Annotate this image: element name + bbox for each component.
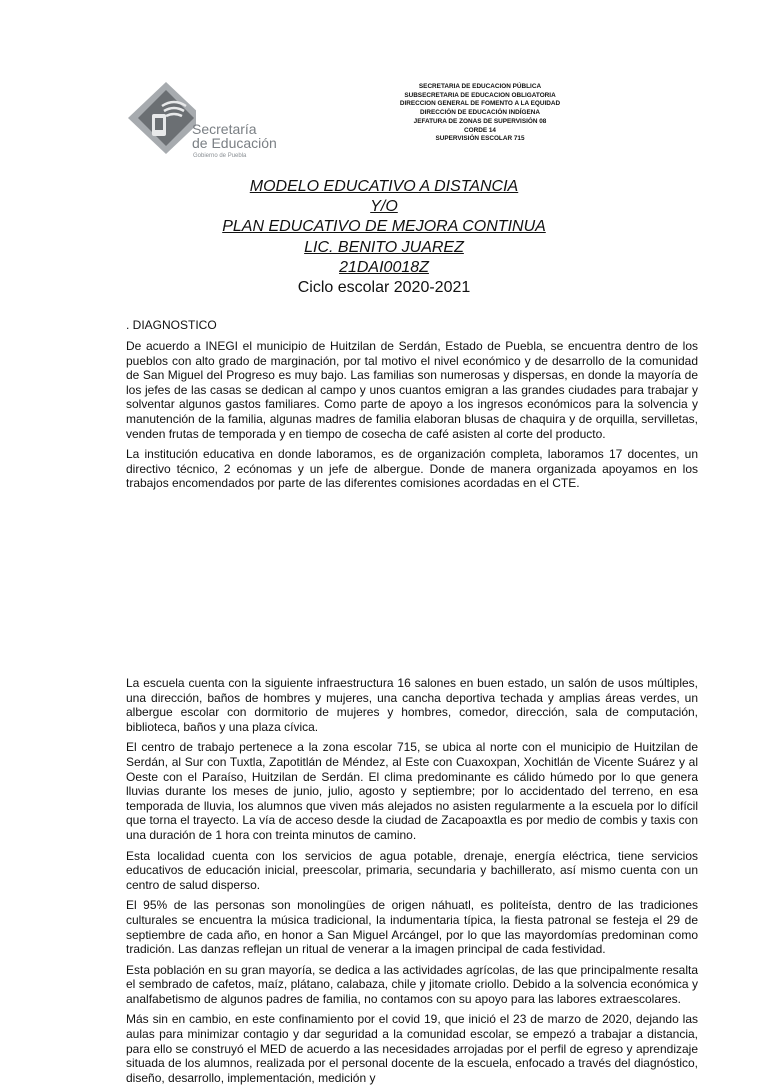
paragraph: Esta población en su gran mayoría, se dedica a las actividades agrícolas, de las que principalmente resalta el sembrado de cafetos, maíz, plátano, calabaza, chile y jitomate criollo. Debido a la solvencia económica y analfabetismo de algunos padres de familia, no contamos con su apoyo para las labores extraescolares. [126,962,698,1006]
header-line: DIRECCION GENERAL DE FOMENTO A LA EQUIDAD [399,100,561,108]
title-line-2: Y/O [370,198,398,216]
logo-line-2: de Educación [192,135,277,151]
institution-header [360,83,600,144]
paragraph: La escuela cuenta con la siguiente infraestructura 16 salones en buen estado, un salón de usos múltiples, una dirección, baños de hombres y mujeres, una cancha deportiva techada y amplias áreas verdes, un albergue escolar con dormitorio de mujeres y hombres, comedor, dirección, sala de computación, biblioteca, baños y una plaza cívica. [126,676,698,734]
header-line: JEFATURA DE ZONAS DE SUPERVISIÓN 08 [413,117,547,125]
school-name: LIC. BENITO JUAREZ [304,238,464,256]
paragraph: El 95% de las personas son monolingües de origen náhuatl, es politeísta, dentro de las tradiciones culturales se encuentra la música tradicional, la indumentaria típica, la fiesta patronal se festeja el 29 de septiembre de cada año, en honor a San Miguel Arcángel, por lo que las mayordomías predominan como tradición. Las danzas reflejan un ritual de venerar a la imagen principal de cada festividad. [126,898,698,957]
header-line: SECRETARIA DE EDUCACION PÚBLICA [418,83,542,90]
header-line: SUBSECRETARIA DE EDUCACION OBLIGATORIA [404,91,556,99]
header-line: SUPERVISIÓN ESCOLAR 715 [435,135,525,143]
school-year: Ciclo escolar 2020-2021 [297,279,471,297]
emblem-icon [126,80,196,160]
header-line: CORDE 14 [464,126,496,134]
paragraph: El centro de trabajo pertenece a la zona escolar 715, se ubica al norte con el municipio de Huitzilan de Serdán, al Sur con Tuxtla, Zapotitlán de Méndez, al Este con Cuaxoxpan, Xochitlán de Vicente Suárez y al Oeste con el Paraíso, Huitzilan de Serdán. El clima predominante es cálido húmedo por lo que genera lluvias durante los meses de junio, julio, agosto y septiembre; por lo accidentado del terreno, en esa temporada de lluvia, los alumnos que viven más alejados no asisten regularmente a la escuela por lo difícil que torna el trayecto. La vía de acceso desde la ciudad de Zacapoaxtla es por medio de combis y taxis con una duración de 1 hora con treinta minutos de camino. [126,740,698,842]
section-heading: . DIAGNOSTICO [126,318,217,332]
title-line-1: MODELO EDUCATIVO A DISTANCIA [249,178,519,195]
paragraph: De acuerdo a INEGI el municipio de Huitzilan de Serdán, Estado de Puebla, se encuentra dentro de los pueblos con alto grado de marginación, por tal motivo el nivel económico y de desarrollo de la comunidad de San Miguel del Progreso es muy bajo. Las familias son numerosas y dispersas, en donde la mayoría de los jefes de las casas se dedican al campo y unos cuantos emigran a las grandes ciudades para trabajar y solventar algunos gastos familiares. Como parte de apoyo a los ingresos económicos para la solvencia y manutención de la familia, algunas madres de familia elaboran blusas de chaquira y de orquilla, servilletas, venden frutas de temporada y en tiempo de cosecha de café asisten al corte del producto. [126,339,698,441]
logo-wordmark [192,122,277,150]
logo-line-1: Secretaría [192,121,257,137]
diagnostico-top-text [126,339,698,497]
header-line: DIRECCIÓN DE EDUCACIÓN INDÍGENA [419,109,540,117]
title-line-3: PLAN EDUCATIVO DE MEJORA CONTINUA [222,218,546,236]
logo-subline: Gobierno de Puebla [193,153,247,159]
secretaria-logo [126,80,276,160]
document-title [0,177,768,298]
paragraph: La institución educativa en donde laboramos, es de organización completa, laboramos 17 docentes, un directivo técnico, 2 ecónomas y un jefe de albergue. Donde de manera organizada apoyamos en los trabajos encomendados por parte de las diferentes comisiones acordadas en el CTE. [126,447,698,491]
diagnostico-bottom-text [126,676,698,1091]
school-code: 21DAI0018Z [339,258,429,276]
paragraph: Esta localidad cuenta con los servicios de agua potable, drenaje, energía eléctrica, tiene servicios educativos de educación inicial, preescolar, primaria, secundaria y bachillerato, así mismo cuenta con un centro de salud disperso. [126,848,698,892]
paragraph: Más sin en cambio, en este confinamiento por el covid 19, que inició el 23 de marzo de 2020, dejando las aulas para minimizar contagio y dar seguridad a la comunidad escolar, se empezó a trabajar a distancia, para ello se construyó el MED de acuerdo a las necesidades arrojadas por el perfil de egreso y aprendizaje situada de los alumnos, realizada por el personal docente de la escuela, enfocado a través del diagnóstico, diseño, desarrollo, implementación, medición y [126,1012,698,1085]
